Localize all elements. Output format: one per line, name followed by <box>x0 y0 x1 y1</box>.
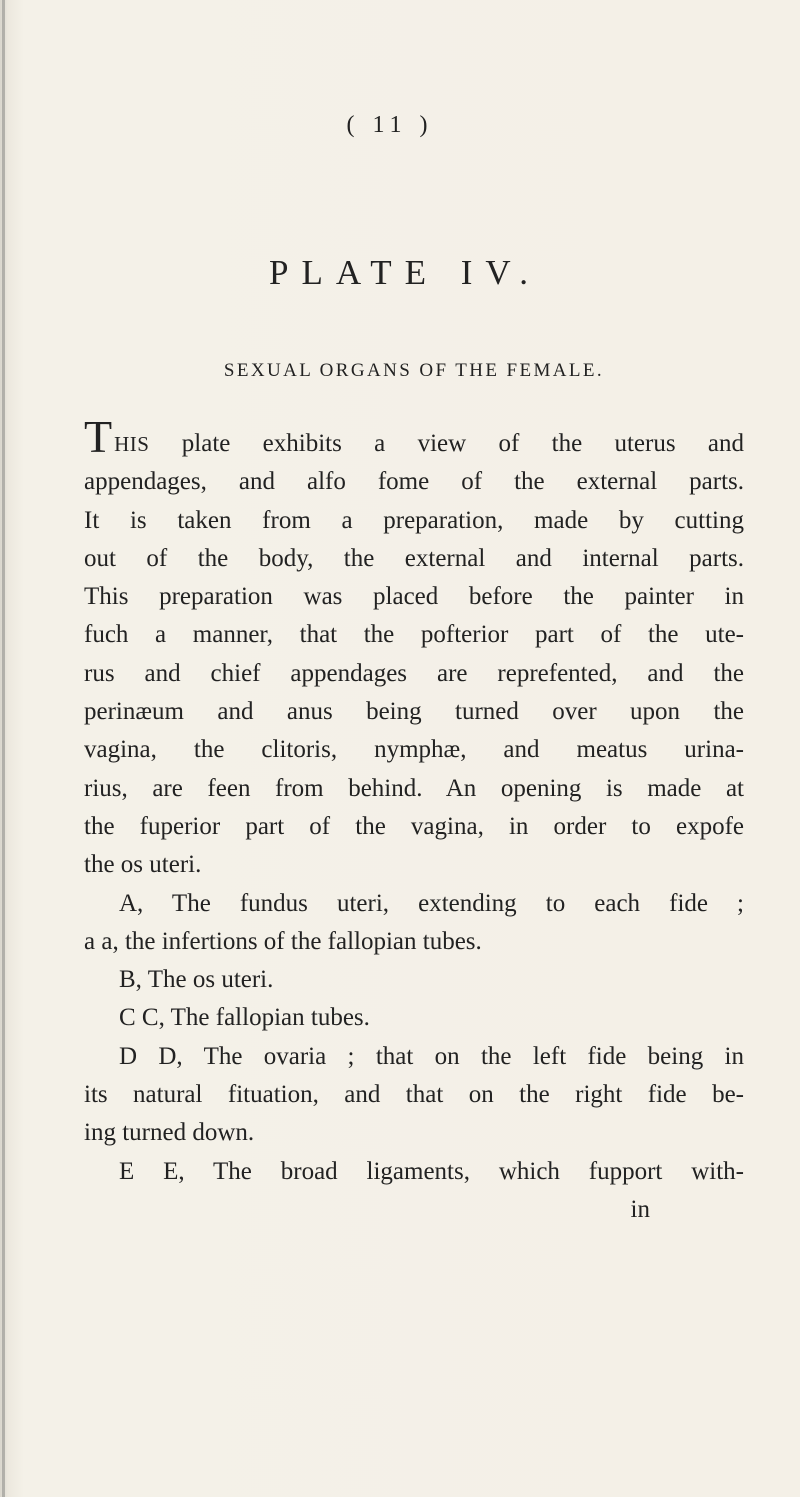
legend-item-aa: a a, the infertions of the fallopian tubes. <box>84 927 482 955</box>
legend-item-dd-line2: its natural fituation, and that on the right fide be- <box>84 1081 744 1109</box>
paragraph-line: perinæum and anus being turned over upon the <box>84 698 744 726</box>
legend-item-dd-line3: ing turned down. <box>84 1119 255 1147</box>
paragraph-line: the os uteri. <box>84 851 202 879</box>
page-gutter-edge <box>2 0 5 1497</box>
small-caps-word: HIS <box>114 432 150 456</box>
legend-item-b: B, The os uteri. <box>119 966 274 994</box>
plate-title: PLATE IV. <box>269 253 541 292</box>
legend-item-a: A, The fundus uteri, extending to each fide ; <box>119 889 744 917</box>
paragraph-line: This preparation was placed before the painter in <box>84 583 744 611</box>
paragraph-line: It is taken from a preparation, made by cutting <box>84 506 744 534</box>
first-line-text: plate exhibits a view of the uterus and <box>149 430 744 457</box>
legend-item-ee-line1: E E, The broad ligaments, which fupport with- <box>119 1157 744 1185</box>
paragraph-line: fuch a manner, that the pofterior part of the ute- <box>84 621 744 649</box>
paragraph-line: out of the body, the external and internal parts. <box>84 544 744 572</box>
paragraph-line: appendages, and alfo fome of the external parts. <box>84 468 744 496</box>
paragraph-line: rus and chief appendages are reprefented, and the <box>84 659 744 687</box>
catchword: in <box>630 1195 650 1223</box>
paragraph-first-line <box>84 411 744 463</box>
body-text <box>84 411 744 1229</box>
section-subtitle: SEXUAL ORGANS OF THE FEMALE. <box>223 360 605 381</box>
legend-item-cc: C C, The fallopian tubes. <box>119 1004 370 1032</box>
paragraph-line: the fuperior part of the vagina, in order to expofe <box>84 812 744 840</box>
legend-item-dd-line1: D D, The ovaria ; that on the left fide being in <box>119 1042 744 1070</box>
page-number: ( 11 ) <box>346 112 434 138</box>
paragraph-line: vagina, the clitoris, nymphæ, and meatus urina- <box>84 736 744 764</box>
drop-cap: T <box>84 411 113 462</box>
paragraph-line: rius, are feen from behind. An opening is made at <box>84 774 744 802</box>
